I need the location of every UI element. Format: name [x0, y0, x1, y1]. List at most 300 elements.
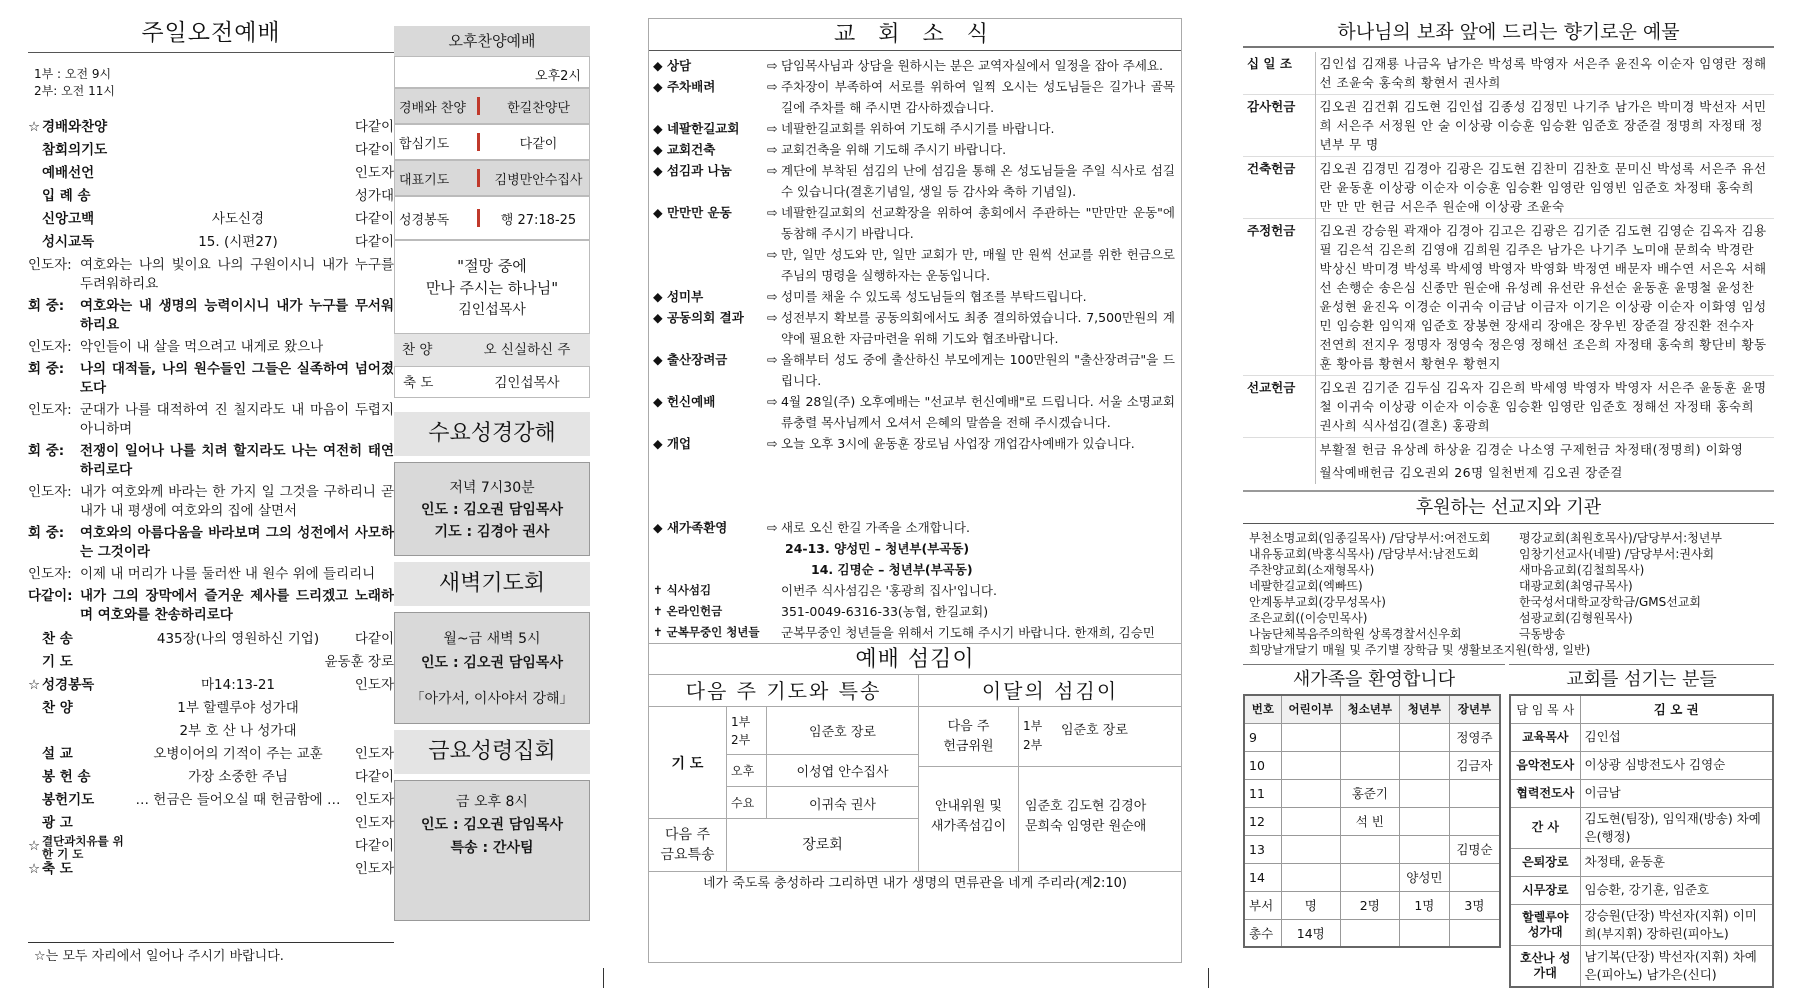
col-sunday-worship: [28, 14, 394, 964]
offering-names: 김오권 김기준 김두심 김옥자 김은희 박세영 박영자 박영자 서은주 윤동훈 윤명철 이귀숙 이상광 이순자 이승훈 임승환 임영란 임준호 정해선 자정태 홍숙희 권사희 식사섬김(결혼) 홍광희: [1319, 380, 1767, 433]
order-name: [42, 720, 134, 743]
prayer-row: [727, 707, 918, 755]
responsive-line: [28, 338, 394, 357]
prayer-row: [727, 755, 918, 787]
star-icon: ☆: [28, 838, 41, 854]
offering-k: 1부 2부: [1023, 719, 1043, 752]
welcome-cell: 1명: [1399, 891, 1449, 919]
news-category: ◆ 헌신예배: [653, 394, 716, 409]
missions-title: 후원하는 선교지와 기관: [1243, 492, 1774, 524]
staff-names: 임승환, 강기훈, 임준호: [1580, 876, 1773, 904]
welcome-header-cell: 어린이부: [1281, 695, 1340, 723]
order-name: 결단과치유를 위 한 기 도: [42, 834, 124, 861]
star-icon: [28, 185, 42, 208]
order-item: [28, 208, 394, 231]
order-item: [28, 185, 394, 208]
responsive-speaker: 회 중:: [28, 361, 65, 377]
mission-item: 섬광교회(김형원목사): [1519, 611, 1633, 625]
news-category: ◆ 네팔한길교회: [653, 121, 740, 136]
welcome-title: 새가족을 환영합니다: [1243, 664, 1505, 694]
mission-item: 새마음교회(김철희목사): [1519, 563, 1645, 577]
responsive-speaker: 다같이:: [28, 588, 73, 604]
welcome-cell: [1281, 779, 1340, 807]
offering-row: [1243, 95, 1774, 157]
staff-names: 김인섭: [1580, 723, 1773, 751]
prayer-person: 이귀숙 권사: [809, 797, 876, 813]
news-category: ✝ 군복무중인 청년들: [653, 625, 760, 639]
staff-title: 교회를 섬기는 분들: [1509, 664, 1774, 694]
news-item: [649, 55, 1175, 76]
news-item: [649, 433, 1175, 517]
welcome-cell: 부서: [1244, 891, 1281, 919]
welcome-cell: 홍준기: [1340, 779, 1399, 807]
arrow-icon: ⇨: [767, 79, 778, 94]
news-item: [649, 139, 1175, 160]
staff-header-label: 담 임 목 사: [1510, 695, 1580, 723]
offerings-table: [1243, 52, 1774, 484]
offering-names: 김오권 김건휘 김도현 김인섭 김종성 김정민 나기주 남가은 박미경 박선자 서민희 서은주 서정원 안 술 이상광 이승훈 임승환 임준호 장준걸 정명희 자정태 정년부 무 명: [1319, 99, 1767, 152]
church-news-title: 교 회 소 식: [649, 19, 1181, 51]
order-name: 입 례 송: [42, 188, 91, 204]
star-icon: [28, 789, 42, 812]
responsive-text: 나의 대적들, 나의 원수들인 그들은 실족하여 넘어졌도다: [80, 361, 394, 396]
order-item: [28, 858, 394, 881]
staff-role: 협력전도사: [1510, 779, 1580, 807]
responsive-speaker: 회 중:: [28, 525, 65, 541]
responsive-speaker: 인도자:: [28, 566, 72, 582]
offering-row: [1243, 376, 1774, 438]
responsive-speaker: 회 중:: [28, 443, 65, 459]
order-leader: 윤동훈 장로: [324, 654, 394, 670]
offering-type: 감사헌금: [1243, 95, 1315, 157]
col-other-services: [394, 26, 590, 964]
welcome-row: [1244, 891, 1500, 919]
responsive-text: 여호와의 아름다움을 바라보며 그의 성전에서 사모하는 그것이라: [80, 525, 394, 560]
order-leader: 다같이: [354, 211, 394, 227]
offering-row: [1243, 438, 1774, 462]
order-item: [28, 674, 394, 697]
news-body: 교회건축을 위해 기도해 주시기 바랍니다.: [781, 142, 1007, 157]
serve-section: [649, 675, 1181, 871]
offering-row: [1243, 157, 1774, 219]
offering-names: 김인섭 김재룡 나금옥 남가은 박성록 박영자 서은주 윤진옥 이순자 임영란 정해선 조윤숙 홍숙희 황현서 권사희: [1319, 56, 1767, 90]
star-icon: [28, 651, 42, 674]
news-category: ◆ 만만만 운동: [653, 205, 732, 220]
responsive-line: [28, 360, 394, 398]
news-body: 성미를 채울 수 있도록 성도님들의 협조를 부탁드립니다.: [781, 289, 1087, 304]
afternoon-title: 오후찬양예배: [394, 26, 590, 56]
staff-table: [1509, 694, 1774, 988]
missions: [1243, 524, 1774, 642]
afternoon-row: [394, 124, 590, 160]
star-icon: ☆: [28, 677, 41, 693]
afternoon-rows: [394, 88, 590, 240]
verse: 네가 죽도록 충성하라 그리하면 내가 생명의 면류관을 네게 주리라(계2:10): [649, 871, 1181, 895]
afternoon-label: 경배와 찬양: [399, 100, 466, 116]
order-name: 설 교: [42, 746, 73, 762]
news-item: [649, 118, 1175, 139]
order-item: [28, 162, 394, 185]
staff-names: 강승원(단장) 박선자(지휘) 이미희(부지휘) 장하린(피아노): [1580, 904, 1773, 945]
order-detail: 가장 소중한 주님: [188, 769, 288, 785]
order-name: 기 도: [42, 654, 73, 670]
order-leader: 다같이: [354, 119, 394, 135]
order-name: 예배선언: [42, 165, 95, 181]
staff-role: 할렐루야 성가대: [1510, 904, 1580, 945]
mission-item: 평강교회(최원호목사)/담당부서:청년부: [1519, 531, 1722, 545]
news-category: ◆ 주차배려: [653, 79, 716, 94]
welcome-cell: 11: [1244, 779, 1281, 807]
order-detail: 마14:13-21: [201, 677, 275, 693]
dawn-box: [394, 612, 590, 724]
staff-row: [1510, 876, 1773, 904]
afternoon-row: [394, 88, 590, 124]
arrow-icon: ⇨: [767, 436, 778, 451]
welcome-cell: [1449, 863, 1500, 891]
prayer-person: 임준호 장로: [809, 725, 876, 740]
staff-row: [1510, 751, 1773, 779]
mission-item: 한국성서대학교장학금/GMS선교회: [1519, 595, 1702, 609]
welcome-cell: 2명: [1340, 891, 1399, 919]
order-name: 봉 헌 송: [42, 769, 91, 785]
prayer-row: [727, 787, 918, 819]
welcome-cell: 양성민: [1399, 863, 1449, 891]
service-times: [28, 66, 394, 100]
news-item: [649, 517, 1175, 538]
offering-type: 십 일 조: [1243, 52, 1315, 95]
divider-bar: [477, 169, 480, 187]
responsive-line: [28, 401, 394, 439]
responsive-text: 여호와는 나의 빛이요 나의 구원이시니 내가 누구를 두려워하리요: [80, 257, 394, 292]
mission-item: 임창기선교사(네팔) /담당부서:권사회: [1519, 547, 1715, 561]
star-icon: [28, 139, 42, 162]
news-item: [649, 286, 1175, 307]
wed-box: [394, 462, 590, 556]
praise-value: 오 신실하신 주: [483, 342, 571, 358]
sermon-preacher: 김인섭목사: [458, 302, 526, 318]
arrow-icon: ⇨: [767, 58, 778, 73]
welcome-cell: 석 빈: [1340, 807, 1399, 835]
news-category: ✝ 온라인헌금: [653, 604, 723, 618]
order-name: 경배와찬양: [42, 119, 108, 135]
welcome-header: [1244, 695, 1500, 723]
star-icon: [28, 766, 42, 789]
guide-value: 임준호 김도현 김경아 문희숙 임영란 원순애: [1025, 799, 1147, 834]
afternoon-label: 대표기도: [399, 172, 450, 188]
responsive-speaker: 인도자:: [28, 484, 72, 500]
afternoon-time: 오후2시: [394, 56, 590, 88]
news-category: ◆ 출산장려금: [653, 352, 728, 367]
mission-item: 극동방송: [1519, 627, 1566, 641]
news-body: 새로 오신 한길 가족을 소개합니다.: [781, 520, 970, 535]
star-icon: ☆: [28, 861, 41, 877]
prayer-service: 오후: [727, 755, 767, 786]
sermon-title-1: "절망 중에: [457, 257, 527, 275]
order-item: [28, 139, 394, 162]
welcome-row: [1244, 919, 1500, 947]
prayer-label: 기 도: [649, 707, 727, 818]
welcome-row: [1244, 863, 1500, 891]
new-family-line: 24-13. 양성민 – 청년부(부곡동): [785, 541, 970, 556]
order-detail: 2부 호 산 나 성가대: [179, 723, 297, 739]
news-item: [649, 244, 1175, 286]
news-category: ◆ 새가족환영: [653, 520, 728, 535]
star-icon: [28, 697, 42, 720]
afternoon-row: [394, 160, 590, 196]
welcome-cell: 김금자: [1449, 751, 1500, 779]
prayer-service: 1부 2부: [727, 707, 767, 754]
welcome-row: [1244, 751, 1500, 779]
order-detail: 1부 할렐루야 성가대: [177, 700, 299, 716]
order-leader: 다같이: [354, 838, 394, 854]
order-name: 성시교독: [42, 234, 95, 250]
responsive-line: [28, 297, 394, 335]
order-item: [28, 720, 394, 743]
offering-names: 김오권 김경민 김경아 김광은 김도현 김찬미 김찬호 문미신 박성록 서은주 유선란 윤동훈 이상광 이순자 이승훈 임승환 임영란 임영빈 임준호 차정태 홍숙희 만 만 만 헌금 서은주 원순애 이상광 조윤숙: [1319, 161, 1767, 214]
order-list-2: [28, 628, 394, 881]
news-body: 성전부지 확보를 공동의회에서도 최종 결의하였습니다. 7,500만원의 계약에 필요한 자금마련을 위해 기도와 협조바랍니다.: [781, 310, 1175, 346]
afternoon-value: 행 27:18-25: [500, 212, 577, 228]
staff-role: 호산나 성가대: [1510, 945, 1580, 987]
news-body: 만, 일만 성도와 만, 일만 교회가 만, 매월 만 원씩 선교를 위한 헌금으로 주님의 명령을 실행하자는 운동입니다.: [781, 247, 1175, 283]
welcome-cell: [1399, 751, 1449, 779]
order-leader: 다같이: [354, 769, 394, 785]
sermon-title-2: 만나 주시는 하나님": [425, 279, 559, 297]
order-detail: 435장(나의 영원하신 기업): [156, 631, 320, 647]
fri-special: 특송 : 간사팀: [450, 840, 534, 856]
mission-item: 네팔한길교회(엑빠뜨): [1249, 579, 1363, 593]
welcome-cell: 정영주: [1449, 723, 1500, 751]
mission-item: 대광교회(최영규목사): [1519, 579, 1633, 593]
time-second: 2부: 오전 11시: [34, 84, 115, 98]
order-detail: 오병이어의 기적이 주는 교훈: [153, 746, 323, 762]
star-icon: [28, 162, 42, 185]
news-body: 군복무중인 청년들을 위해서 기도해 주시기 바랍니다. 한재희, 김승민: [781, 625, 1155, 640]
star-icon: [28, 743, 42, 766]
friday-value: 장로회: [802, 837, 843, 853]
staff-row: [1510, 779, 1773, 807]
offering-names: 월삭예배헌금 김오권외 26명 일천번제 김오권 장준걸: [1319, 465, 1623, 480]
welcome-cell: 명: [1281, 891, 1340, 919]
welcome-cell: 총수: [1244, 919, 1281, 947]
arrow-icon: ⇨: [767, 520, 778, 535]
order-name: 참회의기도: [42, 142, 108, 158]
staff-row: [1510, 848, 1773, 876]
welcome-cell: [1449, 807, 1500, 835]
news-category: ◆ 섬김과 나눔: [653, 163, 732, 178]
welcome-row: [1244, 807, 1500, 835]
welcome-cell: 9: [1244, 723, 1281, 751]
order-detail: 사도신경: [211, 211, 265, 227]
order-item: [28, 651, 394, 674]
responsive-line: [28, 483, 394, 521]
sunday-worship-title: 주일오전예배: [141, 20, 281, 46]
arrow-icon: [767, 601, 781, 622]
mission-item: 부천소명교회(임종길목사) /담당부서:여전도회: [1249, 531, 1491, 545]
news-category: ◆ 상담: [653, 58, 692, 73]
staff-names: 이상광 심방전도사 김영순: [1580, 751, 1773, 779]
arrow-icon: ⇨: [767, 289, 778, 304]
mission-item: 안계동부교회(강무성목사): [1249, 595, 1386, 609]
welcome-cell: [1399, 835, 1449, 863]
arrow-icon: [767, 622, 781, 643]
month-serve-title: 이달의 섬김이: [919, 675, 1181, 707]
responsive-text: 내가 그의 장막에서 즐거운 제사를 드리겠고 노래하며 여호와를 찬송하리로다: [80, 588, 394, 623]
order-leader: 인도자: [354, 861, 394, 877]
serve-title: 예배 섬김이: [649, 643, 1181, 675]
responsive-text: 악인들이 내 살을 먹으려고 내게로 왔으나: [80, 339, 324, 355]
welcome-cell: [1281, 723, 1340, 751]
news-list: [649, 51, 1181, 643]
order-name: 찬 송: [42, 631, 73, 647]
mission-item: 주찬양교회(소재형목사): [1249, 563, 1375, 577]
staff-role: 시무장로: [1510, 876, 1580, 904]
offering-names: 김오권 강승원 곽재아 김경아 김고은 김광은 김기준 김도현 김영순 김옥자 김용필 김은석 김은희 김영애 김희원 김주은 남가은 나기주 노미애 문희숙 박경란 박상신 박미경 박성록 박세영 박영자 박영화 박정연 배문자 배수연 서은옥 서해선 손행순 송은심 신종만 원순애 유성례 유선란 유선순 윤동훈 윤명철 윤성찬 윤성현 윤진옥 이경순 이귀숙 이금남 이금자 이기은 이상광 이순자 이화영 임성민 임승환 임익재 임준호 장봉현 장새리 장애은 장우빈 장준걸 장진환 전수자 전연희 전지우 정명자 정영숙 정은영 정해선 조은희 자정태 홍숙희 황단비 황동훈 황아름 황현서 황현우 황현지: [1319, 223, 1767, 371]
arrow-icon: ⇨: [767, 205, 778, 220]
staff-row: [1510, 723, 1773, 751]
welcome-cell: [1281, 863, 1340, 891]
star-icon: [28, 628, 42, 651]
welcome-cell: [1340, 835, 1399, 863]
offering-type: 건축헌금: [1243, 157, 1315, 219]
afternoon-value: 한길찬양단: [507, 100, 570, 116]
news-category: [649, 244, 767, 286]
arrow-icon: ⇨: [767, 310, 778, 325]
col-offerings: [1243, 16, 1774, 982]
order-name: 광 고: [42, 815, 73, 831]
welcome-row: [1244, 723, 1500, 751]
order-name: 찬 양: [42, 700, 73, 716]
offering-type: [1243, 438, 1315, 462]
welcome-header-cell: 청년부: [1399, 695, 1449, 723]
order-detail: [134, 651, 322, 674]
missions-last: 희망날개달기 매월 및 주기별 장학금 및 생활보조지원(학생, 일반): [1249, 643, 1591, 657]
news-category: ◆ 교회건축: [653, 142, 716, 157]
responsive-reading: [28, 256, 394, 625]
wed-title: 수요성경강해: [394, 412, 590, 456]
mission-item: 조은교회((이승민목사): [1249, 611, 1368, 625]
news-item: [649, 601, 1175, 622]
afternoon-value: 김병만안수집사: [494, 172, 583, 188]
new-family-line: 14. 김명순 – 청년부(부곡동): [811, 562, 973, 577]
welcome-cell: [1399, 807, 1449, 835]
order-leader: 인도자: [354, 792, 394, 808]
order-item: [28, 834, 394, 861]
bless-value: 김인섭목사: [494, 375, 560, 391]
wed-leader: 인도 : 김오권 담임목사: [421, 502, 563, 518]
order-list-1: [28, 116, 394, 254]
fri-time: 금 오후 8시: [456, 794, 528, 810]
welcome-cell: [1399, 919, 1449, 947]
dawn-time: 월~금 새벽 5시: [443, 631, 541, 647]
offering-row: [1243, 461, 1774, 484]
welcome-cell: [1399, 779, 1449, 807]
welcome-cell: [1340, 863, 1399, 891]
staff-names: 김도현(팀장), 임익재(방송) 차예은(행정): [1580, 807, 1773, 848]
guide-label: 안내위원 및 새가족섬김이: [919, 767, 1019, 871]
dawn-leader: 인도 : 김오권 담임목사: [421, 655, 563, 671]
news-body: 네팔한길교회를 위하여 기도해 주시기를 바랍니다.: [781, 121, 1055, 136]
order-detail: 15. (시편27): [198, 234, 278, 250]
wed-prayer: 기도 : 김경아 권사: [434, 524, 550, 540]
order-detail: [134, 812, 342, 835]
prayer-person: 이성엽 안수집사: [796, 765, 889, 780]
bless-row: [394, 366, 590, 398]
order-leader: 다같이: [354, 631, 394, 647]
welcome-cell: [1449, 779, 1500, 807]
staff-row: [1510, 945, 1773, 987]
arrow-icon: [767, 580, 781, 601]
offering-type: 선교헌금: [1243, 376, 1315, 438]
prayer-service: 수요: [727, 787, 767, 819]
responsive-text: 내가 여호와께 바라는 한 가지 일 그것을 구하리니 곧 내가 내 평생에 여호와의 집에 살면서: [80, 484, 394, 519]
responsive-line: [28, 442, 394, 480]
news-body: 계단에 부착된 섬김의 난에 섬김을 통해 온 성도님들을 주일 식사로 섬길 수 있습니다(결혼기념일, 생일 등 감사와 축하 기념일).: [781, 163, 1175, 199]
staff-names: 이금남: [1580, 779, 1773, 807]
responsive-speaker: 인도자:: [28, 339, 72, 355]
staff-role: 은퇴장로: [1510, 848, 1580, 876]
responsive-line: [28, 524, 394, 562]
arrow-icon: ⇨: [767, 142, 778, 157]
welcome-cell: [1449, 919, 1500, 947]
news-body: 오늘 오후 3시에 윤동훈 장로님 사업장 개업감사예배가 있습니다.: [781, 436, 1135, 451]
staff-header-value: 김 오 권: [1580, 695, 1773, 723]
welcome-cell: 14: [1244, 863, 1281, 891]
arrow-icon: ⇨: [767, 247, 778, 262]
staff-role: 간 사: [1510, 807, 1580, 848]
dawn-title: 새벽기도회: [394, 562, 590, 606]
welcome-row: [1244, 835, 1500, 863]
news-body: 네팔한길교회의 선교확장을 위하여 총회에서 주관하는 "만만만 운동"에 동참해 주시기 바랍니다.: [781, 205, 1175, 241]
news-category: ✝ 식사섬김: [653, 583, 712, 597]
news-body: 4월 28일(주) 오후예배는 "선교부 헌신예배"로 드립니다. 서울 소명교회 류충렬 목사님께서 오셔서 은혜의 말씀을 전해 주시겠습니다.: [781, 394, 1175, 430]
welcome-header-cell: 번호: [1244, 695, 1281, 723]
order-detail: [134, 185, 342, 208]
staff-role: 음악전도사: [1510, 751, 1580, 779]
welcome-cell: [1340, 723, 1399, 751]
responsive-speaker: 회 중:: [28, 298, 65, 314]
order-leader: 인도자: [354, 165, 394, 181]
welcome-cell: 3명: [1449, 891, 1500, 919]
welcome-cell: [1281, 751, 1340, 779]
wed-time: 저녁 7시30분: [449, 480, 535, 496]
order-leader: 인도자: [354, 746, 394, 762]
news-body: 351-0049-6316-33(농협, 한길교회): [781, 604, 989, 619]
order-detail: [134, 116, 342, 139]
order-leader: 성가대: [354, 188, 394, 204]
welcome-header-cell: 청소년부: [1340, 695, 1399, 723]
news-item: [649, 76, 1175, 118]
responsive-line: [28, 256, 394, 294]
order-leader: 인도자: [354, 677, 394, 693]
divider-bar: [477, 133, 480, 151]
afternoon-label: 성경봉독: [399, 212, 450, 228]
star-icon: [28, 231, 42, 254]
afternoon-row: [394, 196, 590, 240]
offering-v: 임준호 장로: [1061, 723, 1128, 738]
afternoon-label: 합심기도: [399, 136, 450, 152]
arrow-icon: ⇨: [767, 163, 778, 178]
staff-names: 차정태, 윤동훈: [1580, 848, 1773, 876]
welcome-row: [1244, 779, 1500, 807]
news-body: 이번주 식사섬김은 '홍광희 집사'입니다.: [781, 583, 997, 598]
arrow-icon: ⇨: [767, 121, 778, 136]
fri-title: 금요성령집회: [394, 730, 590, 774]
offering-names: 부활절 헌금 유상례 하상윤 김경순 나소영 구제헌금 차정태(정명희) 이화영: [1319, 442, 1744, 457]
order-item: [28, 231, 394, 254]
fri-box: [394, 780, 590, 921]
order-item: [28, 812, 394, 835]
